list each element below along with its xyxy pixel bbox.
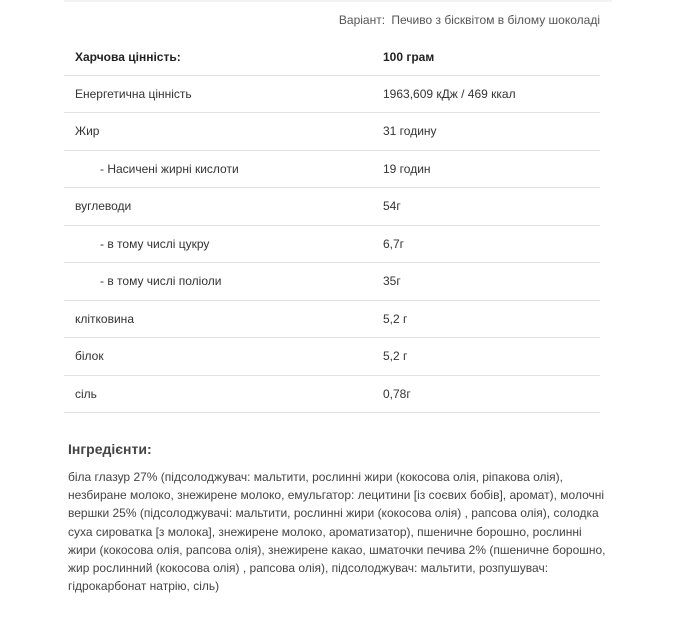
nutrient-value: 1963,609 кДж / 469 ккал xyxy=(383,86,516,101)
nutrient-name: білок xyxy=(75,349,104,364)
nutrient-value: 5,2 г xyxy=(383,311,408,326)
nutrient-value: 35г xyxy=(383,274,401,289)
variant-label: Варіант: xyxy=(338,13,386,27)
nutrient-name: - в тому числі цукру xyxy=(100,236,210,251)
variant-value: Печиво з бісквітом в білому шоколаді xyxy=(391,13,600,27)
table-row xyxy=(64,338,600,376)
nutrient-value: 31 годину xyxy=(383,124,437,139)
nutrition-header-row xyxy=(64,39,600,75)
table-row xyxy=(64,113,600,151)
ingredients-text: біла глазур 27% (підсолоджувач: мальтити, рослинні жири (кокосова олія, ріпакова олія), незбиране молоко, знежирене молоко, емульгатор: лецитини [із соєвих бобів], аромат), молочні вершки 25% (підсолоджувачі: мальтити, рослинні жири (кокосова олія) , рапсова олія), солодка суха сироватка [з молока], знежирене молоко, ароматизатор), пшеничне борошно, рослинні жири (кокосова олія, рапсова олія), знежирене какао, шматочки печива 2% (пшеничне борошно, жир рослинний (кокосова олія) , рапсова олія), підсолоджувач: мальтити, розпушувач: гідрокарбонат натрію, сіль) xyxy=(68,470,606,594)
table-row xyxy=(64,375,600,413)
nutrient-value: 0,78г xyxy=(383,386,411,401)
table-row xyxy=(64,263,600,301)
nutrient-value: 5,2 г xyxy=(383,349,408,364)
table-row xyxy=(64,150,600,188)
ingredients-title: Інгредієнти: xyxy=(68,441,152,457)
nutrient-name: Енергетична цінність xyxy=(75,86,192,101)
table-row xyxy=(64,225,600,263)
variant-line xyxy=(64,12,600,28)
nutrient-name: - в тому числі поліоли xyxy=(100,274,222,289)
nutrient-value: 6,7г xyxy=(383,236,405,251)
top-divider xyxy=(64,0,612,2)
table-row xyxy=(64,75,600,113)
nutrition-header-name: Харчова цінність: xyxy=(75,49,181,64)
nutrient-name: сіль xyxy=(75,386,97,401)
nutrition-header-value: 100 грам xyxy=(383,49,435,64)
table-row xyxy=(64,300,600,338)
nutrient-name: - Насичені жирні кислоти xyxy=(100,161,239,176)
nutrient-name: вуглеводи xyxy=(75,199,132,214)
nutrient-name: Жир xyxy=(75,124,100,139)
nutrient-value: 54г xyxy=(383,199,401,214)
nutrient-value: 19 годин xyxy=(383,161,431,176)
nutrition-table xyxy=(64,39,600,413)
table-row xyxy=(64,188,600,226)
nutrient-name: клітковина xyxy=(75,311,134,326)
